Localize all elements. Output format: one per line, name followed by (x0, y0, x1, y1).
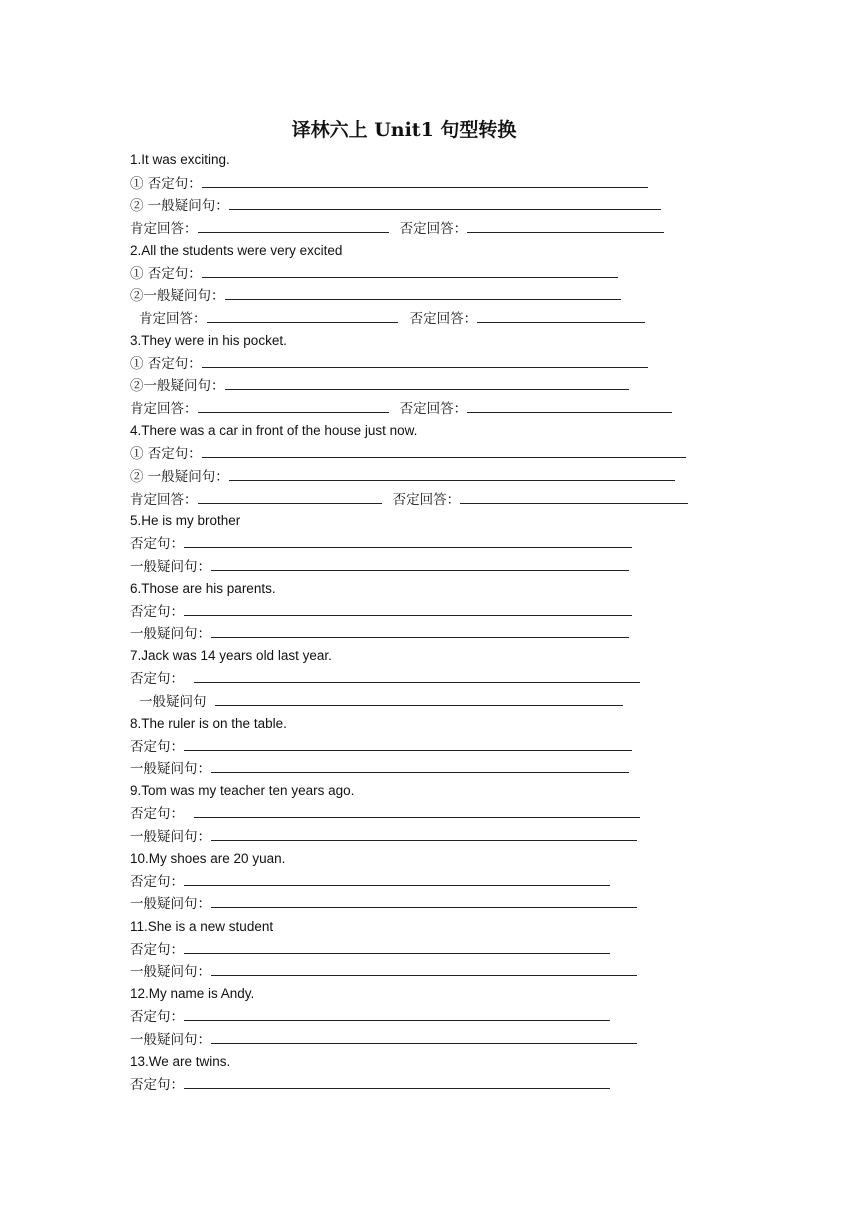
general-question-label: 一般疑问句： (130, 761, 211, 777)
q4-question-row (130, 465, 675, 487)
answer-blank[interactable] (202, 172, 648, 188)
q6-negative-row (130, 600, 632, 622)
q3-question-row (130, 374, 629, 396)
general-question-label: 一般疑问句 (139, 694, 207, 710)
q7-negative-row (130, 667, 640, 689)
q2-negative-row (130, 262, 618, 284)
q7-question-row (139, 690, 623, 712)
answer-blank[interactable] (194, 802, 640, 818)
page-title: 译林六上 Unit1 句型转换 (291, 119, 517, 141)
question-6: 6.Those are his parents. (130, 581, 276, 596)
q3-answers-row (130, 397, 672, 419)
answer-blank[interactable] (225, 374, 629, 390)
question-10: 10.My shoes are 20 yuan. (130, 851, 286, 866)
answer-blank[interactable] (202, 442, 686, 458)
q4-negative-row (130, 442, 686, 464)
negative-label: 否定句： (130, 1077, 184, 1093)
answer-blank[interactable] (202, 262, 618, 278)
negative-label: 否定句： (130, 942, 184, 958)
negative-label: ① 否定句： (130, 266, 202, 282)
answer-blank[interactable] (211, 960, 637, 976)
general-question-label: 一般疑问句： (130, 896, 211, 912)
general-question-label: 一般疑问句： (130, 829, 211, 845)
q5-question-row (130, 555, 629, 577)
question-4: 4.There was a car in front of the house just now. (130, 423, 418, 438)
answer-blank[interactable] (184, 870, 610, 886)
question-2: 2.All the students were very excited (130, 243, 343, 258)
answer-blank[interactable] (477, 307, 645, 323)
answer-blank[interactable] (184, 600, 632, 616)
answer-blank[interactable] (211, 757, 629, 773)
q6-question-row (130, 622, 629, 644)
q1-negative-row (130, 172, 648, 194)
q2-answers-row (139, 307, 645, 329)
q11-question-row (130, 960, 637, 982)
answer-blank[interactable] (198, 217, 389, 233)
answer-blank[interactable] (194, 667, 640, 683)
q3-negative-row (130, 352, 648, 374)
q1-answers-row (130, 217, 664, 239)
positive-answer-label: 肯定回答： (130, 221, 198, 237)
answer-blank[interactable] (202, 352, 648, 368)
answer-blank[interactable] (467, 397, 672, 413)
question-8: 8.The ruler is on the table. (130, 716, 287, 731)
q2-question-row (130, 284, 621, 306)
q4-answers-row (130, 488, 688, 510)
negative-label: ① 否定句： (130, 446, 202, 462)
answer-blank[interactable] (211, 825, 637, 841)
negative-label: 否定句： (130, 1009, 184, 1025)
q10-negative-row (130, 870, 610, 892)
question-3: 3.They were in his pocket. (130, 333, 287, 348)
question-9: 9.Tom was my teacher ten years ago. (130, 783, 355, 798)
answer-blank[interactable] (184, 735, 632, 751)
q9-question-row (130, 825, 637, 847)
answer-blank[interactable] (211, 1028, 637, 1044)
q12-question-row (130, 1028, 637, 1050)
answer-blank[interactable] (184, 1005, 610, 1021)
positive-answer-label: 肯定回答： (130, 401, 198, 417)
negative-label: 否定句： (130, 671, 184, 687)
q1-question-row (130, 194, 661, 216)
general-question-label: ②一般疑问句： (130, 288, 225, 304)
negative-label: 否定句： (130, 536, 184, 552)
answer-blank[interactable] (460, 488, 688, 504)
question-11: 11.She is a new student (130, 919, 274, 934)
answer-blank[interactable] (467, 217, 664, 233)
negative-label: 否定句： (130, 604, 184, 620)
q13-negative-row (130, 1073, 610, 1095)
q5-negative-row (130, 532, 632, 554)
answer-blank[interactable] (198, 488, 382, 504)
general-question-label: 一般疑问句： (130, 559, 211, 575)
general-question-label: 一般疑问句： (130, 626, 211, 642)
question-5: 5.He is my brother (130, 513, 241, 528)
q9-negative-row (130, 802, 640, 824)
negative-answer-label: 否定回答： (409, 311, 478, 327)
question-12: 12.My name is Andy. (130, 986, 255, 1001)
question-1: 1.It was exciting. (130, 152, 230, 167)
q8-question-row (130, 757, 629, 779)
answer-blank[interactable] (184, 1073, 610, 1089)
answer-blank[interactable] (184, 938, 610, 954)
general-question-label: 一般疑问句： (130, 1032, 211, 1048)
question-7: 7.Jack was 14 years old last year. (130, 648, 332, 663)
negative-label: 否定句： (130, 874, 184, 890)
general-question-label: ② 一般疑问句： (130, 469, 229, 485)
answer-blank[interactable] (215, 690, 623, 706)
negative-label: 否定句： (130, 739, 184, 755)
positive-answer-label: 肯定回答： (130, 492, 198, 508)
negative-label: ① 否定句： (130, 176, 202, 192)
answer-blank[interactable] (211, 892, 637, 908)
general-question-label: ② 一般疑问句： (130, 198, 229, 214)
negative-answer-label: 否定回答： (392, 492, 461, 508)
q11-negative-row (130, 938, 610, 960)
answer-blank[interactable] (207, 307, 398, 323)
q8-negative-row (130, 735, 632, 757)
answer-blank[interactable] (184, 532, 632, 548)
general-question-label: ②一般疑问句： (130, 378, 225, 394)
q12-negative-row (130, 1005, 610, 1027)
negative-answer-label: 否定回答： (399, 401, 468, 417)
answer-blank[interactable] (229, 465, 675, 481)
general-question-label: 一般疑问句： (130, 964, 211, 980)
positive-answer-label: 肯定回答： (139, 311, 207, 327)
q10-question-row (130, 892, 637, 914)
answer-blank[interactable] (198, 397, 389, 413)
negative-label: 否定句： (130, 806, 184, 822)
answer-blank[interactable] (211, 622, 629, 638)
question-13: 13.We are twins. (130, 1054, 231, 1069)
answer-blank[interactable] (229, 194, 661, 210)
negative-answer-label: 否定回答： (399, 221, 468, 237)
answer-blank[interactable] (225, 284, 621, 300)
negative-label: ① 否定句： (130, 356, 202, 372)
answer-blank[interactable] (211, 555, 629, 571)
